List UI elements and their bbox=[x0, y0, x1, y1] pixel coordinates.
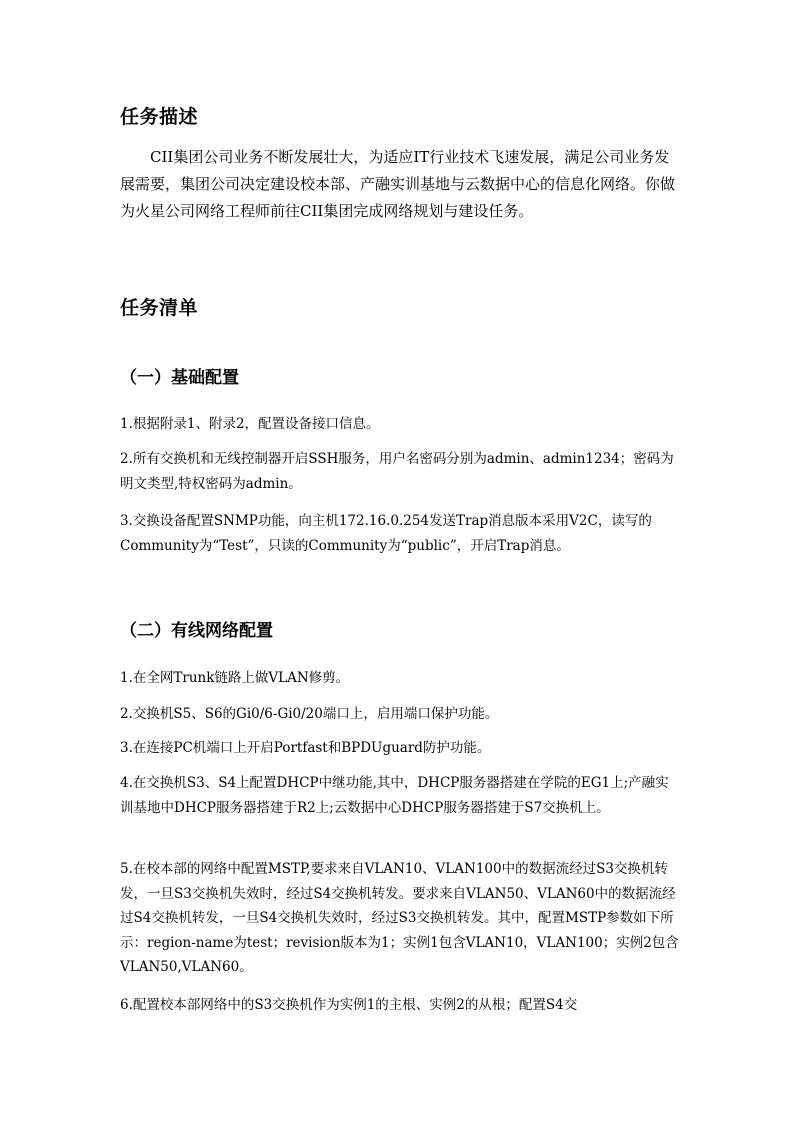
section-2-item-3: 3.在连接PC机端口上开启Portfast和BPDUguard防护功能。 bbox=[120, 740, 491, 756]
task-description-heading: 任务描述 bbox=[120, 106, 199, 128]
section-1-item-1: 1.根据附录1、附录2，配置设备接口信息。 bbox=[120, 416, 380, 432]
section-2-item-1: 1.在全网Trunk链路上做VLAN修剪。 bbox=[120, 670, 350, 686]
section-2-item-2: 2.交换机S5、S6的Gi0/6-Gi0/20端口上，启用端口保护功能。 bbox=[120, 706, 499, 722]
section-2-item-5: 5.在校本部的网络中配置MSTP,要求来自VLAN10、VLAN100中的数据流经过S3交换机转发，一旦S3交换机失效时，经过S4交换机转发。要求来自VLAN50、VLAN60中的数据流经过S4交换机转发，一旦S4交换机失效时，经过S3交换机转发。其中，配置MSTP参数如下所示：region-name为test；revision版本为1；实例1包含VLAN10，VLAN100；实例2包含VLAN50,VLAN60。 bbox=[120, 861, 679, 975]
section-1-heading: （一）基础配置 bbox=[120, 368, 239, 388]
section-2-item-6: 6.配置校本部网络中的S3交换机作为实例1的主根、实例2的从根；配置S4交 bbox=[120, 997, 578, 1013]
section-2-heading: （二）有线网络配置 bbox=[120, 621, 273, 641]
section-1-item-2: 2.所有交换机和无线控制器开启SSH服务，用户名密码分别为admin、admin1234；密码为明文类型,特权密码为admin。 bbox=[120, 451, 674, 492]
task-description-body: CII集团公司业务不断发展壮大，为适应IT行业技术飞速发展，满足公司业务发展需要，集团公司决定建设校本部、产融实训基地与云数据中心的信息化网络。你做为火星公司网络工程师前往CII集团完成网络规划与建设任务。 bbox=[120, 148, 676, 220]
section-1-item-3: 3.交换设备配置SNMP功能，向主机172.16.0.254发送Trap消息版本采用V2C，读写的Community为“Test”，只读的Community为“public”，开启Trap消息。 bbox=[120, 513, 652, 554]
section-2-item-4: 4.在交换机S3、S4上配置DHCP中继功能,其中，DHCP服务器搭建在学院的EG1上;产融实训基地中DHCP服务器搭建于R2上;云数据中心DHCP服务器搭建于S7交换机上。 bbox=[120, 775, 669, 816]
task-list-heading: 任务清单 bbox=[120, 297, 199, 319]
